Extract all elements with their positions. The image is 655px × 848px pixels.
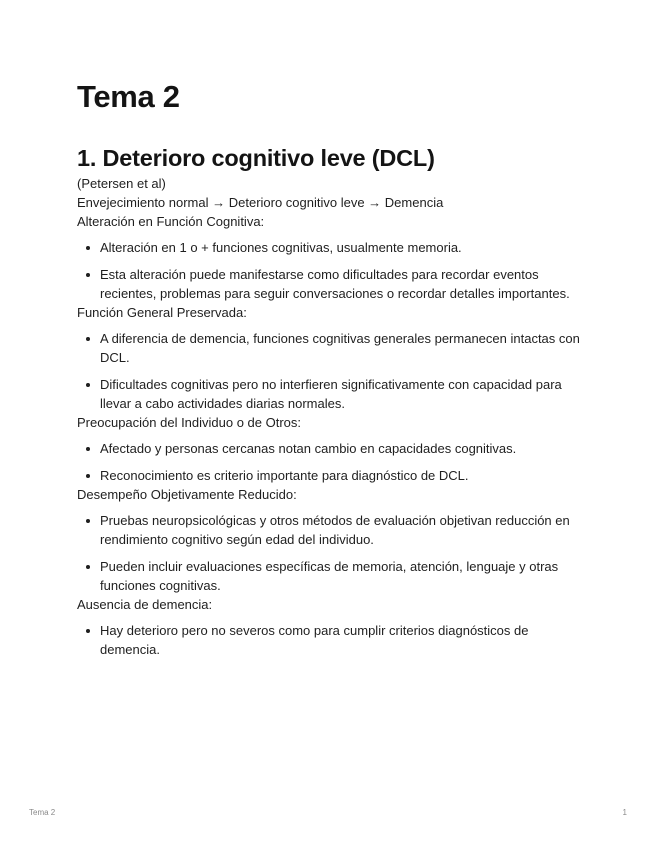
group-heading: Alteración en Función Cognitiva: (77, 214, 265, 229)
group-heading: Ausencia de demencia: (77, 597, 213, 612)
list-item: Pruebas neuropsicológicas y otros métodos de evaluación objetivan reducción en rendimiento cognitivo según edad del individuo. (100, 511, 587, 549)
footer-doc-title: Tema 2 (29, 808, 56, 817)
list-item: Pueden incluir evaluaciones específicas de memoria, atención, lenguaje y otras funciones cognitivas. (100, 557, 587, 595)
list-item: Hay deterioro pero no severos como para cumplir criterios diagnósticos de demencia. (100, 621, 587, 659)
list-item: A diferencia de demencia, funciones cognitivas generales permanecen intactas con DCL. (100, 329, 587, 367)
list-item: Afectado y personas cercanas notan cambio en capacidades cognitivas. (100, 439, 587, 458)
list-item: Reconocimiento es criterio importante para diagnóstico de DCL. (100, 466, 587, 485)
section-title: 1. Deterioro cognitivo leve (DCL) (77, 145, 435, 171)
document-page (77, 76, 587, 659)
progression-line: Envejecimiento normal → Deterioro cognitivo leve → Demencia (77, 195, 444, 210)
page-title: Tema 2 (77, 79, 180, 114)
list-item: Esta alteración puede manifestarse como dificultades para recordar eventos recientes, problemas para seguir conversaciones o recordar detalles importantes. (100, 265, 587, 303)
bullet-list (77, 439, 587, 485)
group-heading: Preocupación del Individuo o de Otros: (77, 415, 302, 430)
bullet-list (77, 511, 587, 595)
bullet-list (77, 238, 587, 303)
group-heading: Desempeño Objetivamente Reducido: (77, 487, 297, 502)
group-heading: Función General Preservada: (77, 305, 247, 320)
list-item: Dificultades cognitivas pero no interfieren significativamente con capacidad para llevar a cabo actividades diarias normales. (100, 375, 587, 413)
list-item: Alteración en 1 o + funciones cognitivas, usualmente memoria. (100, 238, 587, 257)
citation: (Petersen et al) (77, 176, 166, 191)
bullet-list (77, 329, 587, 413)
bullet-list (77, 621, 587, 659)
footer-page-number: 1 (622, 808, 627, 817)
